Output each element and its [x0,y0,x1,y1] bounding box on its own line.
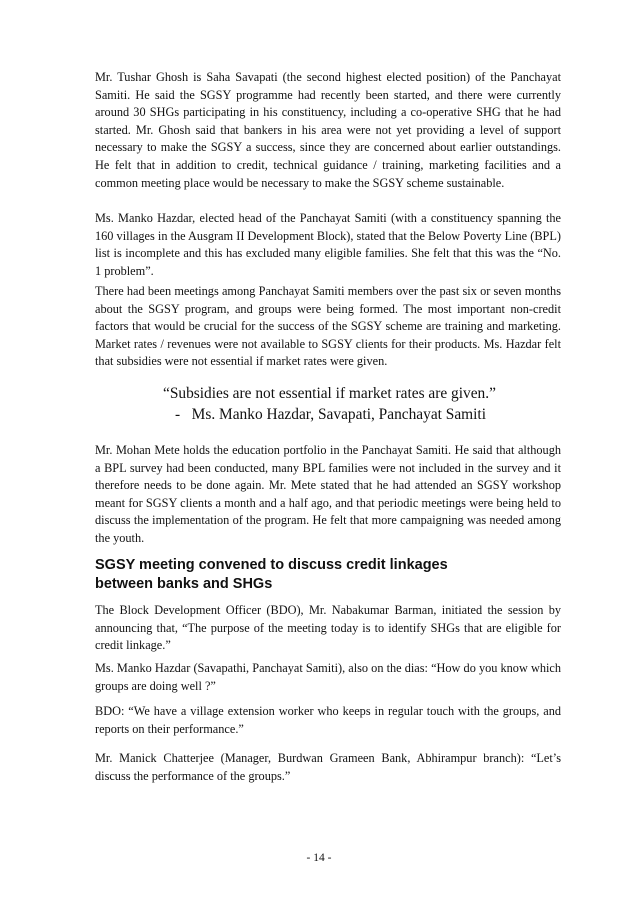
section-heading [95,556,561,594]
paragraph-mohan-mete: Mr. Mohan Mete holds the education portfolio in the Panchayat Samiti. He said that although a BPL survey had been conducted, many BPL families were not included in the survey and it therefore needs to be done again. Mr. Mete stated that he had attended an SGSY workshop meant for SGSY clients a month and a half ago, and that periodic meetings were being held to discuss the implementation of the program. He felt that more campaigning was needed among the youth. [95,443,561,545]
pull-quote-attribution: - Ms. Manko Hazdar, Savapati, Panchayat Samiti [175,406,486,423]
section-heading-line-2: between banks and SHGs [95,576,273,592]
paragraph-panchayat-meetings: There had been meetings among Panchayat Samiti members over the past six or seven months about the SGSY program, and groups were being formed. The most important non-credit factors that would be crucial for the success of the SGSY scheme are training and marketing. Market rates / revenues were not available to SGSY clients for their products. Ms. Hazdar felt that subsidies were not essential if market rates were given. [95,284,561,369]
page-number: - 14 - [306,852,332,864]
paragraph-bdo-reply: BDO: “We have a village extension worker who keeps in regular touch with the groups, and reports on their performance.” [95,704,561,736]
section-heading-line-1: SGSY meeting convened to discuss credit linkages [95,557,448,573]
paragraph-bdo-announcement: The Block Development Officer (BDO), Mr. Nabakumar Barman, initiated the session by announcing that, “The purpose of the meeting today is to identify SHGs that are eligible for credit linkage.” [95,603,561,653]
pull-quote-text: “Subsidies are not essential if market rates are given.” [163,385,496,402]
paragraph-manko-hazdar: Ms. Manko Hazdar, elected head of the Panchayat Samiti (with a constituency spanning the 160 villages in the Ausgram II Development Block), stated that the Below Poverty Line (BPL) list is incomplete and this has excluded many eligible families. She felt that this was the “No. 1 problem”. [95,211,561,278]
paragraph-hazdar-question: Ms. Manko Hazdar (Savapathi, Panchayat Samiti), also on the dias: “How do you know which groups are doing well ?” [95,661,561,693]
paragraph-tushar-ghosh: Mr. Tushar Ghosh is Saha Savapati (the second highest elected position) of the Panchayat Samiti. He said the SGSY programme had recently been started, and there were currently around 30 SHGs participating in his constituency, including a co-operative SHG that he had started. Mr. Ghosh said that bankers in his area were not yet providing a level of support necessary to make the SGSY a success, since they are concerned about earlier outstandings. He felt that in addition to credit, technical guidance / training, marketing facilities and a common meeting place would be necessary to make the SGSY scheme sustainable. [95,70,561,190]
paragraph-chatterjee: Mr. Manick Chatterjee (Manager, Burdwan Grameen Bank, Abhirampur branch): “Let’s discuss the performance of the groups.” [95,751,561,783]
